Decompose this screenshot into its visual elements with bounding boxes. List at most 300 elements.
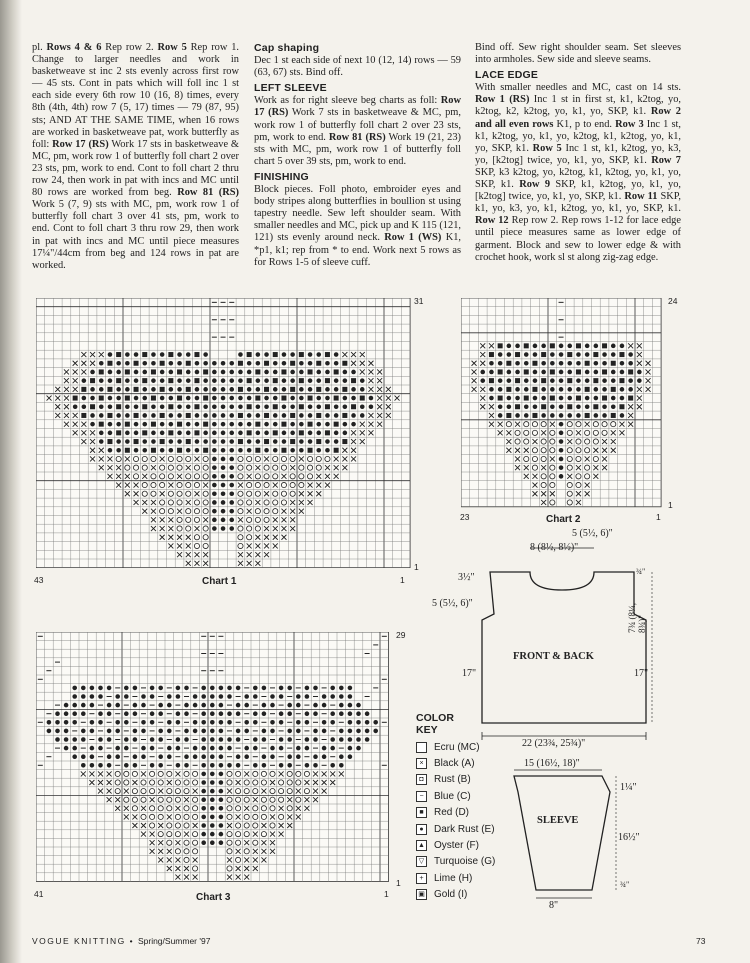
finishing-text	[254, 184, 461, 269]
chart-symbol	[150, 720, 155, 725]
chart-symbol	[247, 430, 252, 435]
chart-symbol	[219, 703, 224, 708]
chart-symbol	[262, 729, 267, 734]
chart-symbol	[273, 448, 278, 453]
chart-3-right-stitch: 1	[384, 889, 389, 899]
chart-symbol	[262, 763, 267, 768]
sleeve-label: SLEEVE	[537, 815, 579, 826]
chart-symbol	[541, 413, 546, 418]
chart-symbol	[244, 746, 249, 751]
chart-symbol	[264, 413, 269, 418]
chart-symbol	[169, 448, 174, 453]
chart-symbol	[195, 396, 200, 401]
chart-symbol	[299, 404, 304, 409]
chart-symbol	[221, 491, 226, 496]
chart-symbol	[177, 352, 182, 357]
chart-symbol	[99, 404, 104, 409]
chart-symbol	[212, 491, 217, 496]
chart-symbol	[125, 439, 130, 444]
chart-symbol	[550, 343, 555, 348]
chart-symbol	[262, 754, 267, 759]
chart-symbol	[515, 387, 520, 392]
chart-symbol	[541, 404, 546, 409]
chart-symbol	[533, 396, 538, 401]
chart-symbol	[247, 396, 252, 401]
chart-symbol	[81, 763, 86, 768]
chart-symbol	[264, 422, 269, 427]
chart-symbol	[264, 431, 269, 436]
chart-symbol	[210, 815, 215, 820]
chart-symbol	[247, 422, 252, 427]
chart-symbol	[334, 361, 339, 366]
instruction-text: pl.	[32, 42, 47, 53]
chart-symbol	[238, 396, 243, 401]
chart-symbol	[167, 729, 172, 734]
chart-symbol	[567, 361, 572, 366]
chart-symbol	[201, 772, 206, 777]
chart-symbol	[611, 352, 616, 357]
footer-separator: •	[129, 936, 135, 946]
chart-symbol	[342, 439, 347, 444]
color-swatch-icon: −	[416, 791, 427, 802]
chart-symbol	[299, 413, 304, 418]
chart-symbol	[142, 378, 147, 383]
chart-symbol	[160, 439, 165, 444]
chart-symbol	[325, 361, 330, 366]
chart-symbol	[305, 763, 310, 768]
chart-symbol	[219, 823, 224, 828]
color-key-item	[416, 805, 495, 821]
chart-symbol	[593, 378, 598, 383]
chart-symbol	[585, 361, 590, 366]
chart-symbol	[342, 387, 347, 392]
chart-symbol	[305, 737, 310, 742]
chart-symbol	[316, 361, 321, 366]
instruction-text: K1, *p1, k1; rep from * to end. Work next 5 rows as for Rows 1-5 of sleeve cuff.	[254, 232, 461, 268]
chart-symbol	[308, 378, 313, 383]
chart-symbol	[210, 711, 215, 716]
chart-symbol	[282, 352, 287, 357]
chart-symbol	[296, 694, 301, 699]
chart-symbol	[282, 361, 287, 366]
chart-symbol	[334, 396, 339, 401]
chart-symbol	[255, 369, 260, 374]
chart-symbol	[244, 694, 249, 699]
chart-symbol	[360, 378, 365, 383]
chart-1-rows-label: 31	[414, 296, 424, 306]
chart-symbol	[273, 396, 278, 401]
chart-2-grid	[461, 298, 665, 508]
chart-symbol	[219, 754, 224, 759]
chart-symbol	[247, 361, 252, 366]
color-key-label: Lime (H)	[434, 872, 473, 884]
chart-symbol	[316, 404, 321, 409]
chart-symbol	[322, 746, 327, 751]
chart-symbol	[124, 763, 129, 768]
chart-symbol	[339, 686, 344, 691]
color-key-label: Turquoise (G)	[434, 856, 496, 868]
chart-symbol	[550, 361, 555, 366]
chart-symbol	[134, 431, 139, 436]
chart-symbol	[186, 413, 191, 418]
chart-3-first-row: 1	[396, 878, 401, 888]
chart-symbol	[134, 378, 139, 383]
chart-symbol	[524, 387, 529, 392]
chart-symbol	[339, 711, 344, 716]
chart-symbol	[351, 413, 356, 418]
chart-symbol	[221, 422, 226, 427]
chart-symbol	[313, 763, 318, 768]
chart-symbol	[343, 396, 348, 401]
chart-symbol	[99, 396, 104, 401]
binding-shadow	[0, 0, 22, 963]
chart-symbol	[107, 439, 112, 444]
chart-symbol	[168, 404, 173, 409]
chart-symbol	[506, 361, 511, 366]
chart-symbol	[270, 694, 275, 699]
chart-symbol	[270, 720, 275, 725]
chart-symbol	[158, 703, 163, 708]
chart-symbol	[373, 729, 378, 734]
row-heading: Rows 4 & 6	[46, 42, 102, 53]
chart-symbol	[360, 413, 365, 418]
chart-3-rows-label: 29	[396, 630, 406, 640]
chart-symbol	[290, 448, 295, 453]
chart-symbol	[253, 737, 258, 742]
chart-symbol	[290, 370, 295, 375]
chart-symbol	[201, 711, 206, 716]
chart-symbol	[151, 369, 156, 374]
chart-symbol	[81, 413, 86, 418]
chart-symbol	[273, 404, 278, 409]
chart-symbol	[360, 396, 365, 401]
chart-symbol	[212, 439, 217, 444]
chart-symbol	[221, 500, 226, 505]
chart-symbol	[193, 694, 198, 699]
chart-symbol	[611, 396, 616, 401]
chart-symbol	[238, 439, 243, 444]
chart-symbol	[619, 404, 624, 409]
color-swatch-icon: ▲	[416, 840, 427, 851]
instruction-text: Work as for right sleeve beg charts as foll:	[254, 95, 441, 107]
chart-symbol	[316, 422, 321, 427]
chart-symbol	[322, 694, 327, 699]
chart-symbol	[133, 763, 138, 768]
chart-symbol	[264, 378, 269, 383]
chart-symbol	[308, 431, 313, 436]
chart-symbol	[290, 439, 295, 444]
chart-symbol	[210, 694, 215, 699]
chart-symbol	[90, 404, 95, 409]
chart-symbol	[151, 431, 156, 436]
chart-symbol	[124, 746, 129, 751]
instruction-text: Bind off. Sew right shoulder seam. Set sleeves into armholes. Sew side and sleeve seams.	[475, 42, 681, 66]
chart-symbol	[628, 361, 633, 366]
chart-symbol	[253, 763, 258, 768]
chart-symbol	[281, 422, 286, 427]
chart-symbol	[305, 711, 310, 716]
chart-symbol	[150, 763, 155, 768]
instruction-text: Work 19 (21, 23) sts with MC, pm, work row 1 of butterfly foll chart 5 over 39 sts, pm, work to end.	[254, 131, 461, 167]
chart-symbol	[142, 396, 147, 401]
chart-symbol	[325, 430, 330, 435]
chart-symbol	[287, 763, 292, 768]
chart-symbol	[184, 703, 189, 708]
chart-symbol	[221, 509, 226, 514]
chart-symbol	[193, 729, 198, 734]
chart-symbol	[195, 448, 200, 453]
chart-symbol	[524, 369, 529, 374]
chart-symbol	[151, 352, 156, 357]
chart-symbol	[236, 711, 241, 716]
chart-symbol	[227, 746, 232, 751]
row-heading: Row 9	[519, 179, 551, 191]
chart-symbol	[177, 413, 182, 418]
color-key-label: Blue (C)	[434, 790, 471, 802]
chart-symbol	[602, 352, 607, 357]
cap-shaping-text	[254, 55, 461, 79]
chart-symbol	[107, 387, 112, 392]
chart-symbol	[273, 413, 278, 418]
chart-symbol	[133, 686, 138, 691]
chart-symbol	[203, 439, 208, 444]
chart-symbol	[299, 396, 304, 401]
chart-symbol	[264, 439, 269, 444]
chart-symbol	[316, 387, 321, 392]
chart-symbol	[141, 754, 146, 759]
chart-symbol	[256, 431, 261, 436]
chart-symbol	[169, 439, 174, 444]
row-heading: Row 5	[157, 42, 187, 53]
chart-symbol	[221, 404, 226, 409]
chart-symbol	[308, 404, 313, 409]
chart-symbol	[177, 378, 182, 383]
chart-symbol	[279, 711, 284, 716]
chart-symbol	[550, 369, 555, 374]
chart-symbol	[264, 404, 269, 409]
chart-symbol	[322, 703, 327, 708]
chart-symbol	[365, 711, 370, 716]
chart-symbol	[567, 370, 572, 375]
chart-symbol	[256, 439, 261, 444]
chart-symbol	[125, 431, 130, 436]
front-right-arm-dim: 7¾ (8¼, 8¾)"	[627, 603, 647, 633]
chart-symbol	[82, 396, 87, 401]
chart-symbol	[507, 344, 512, 349]
chart-symbol	[229, 509, 234, 514]
chart-symbol	[348, 729, 353, 734]
chart-symbol	[221, 457, 226, 462]
chart-symbol	[593, 352, 598, 357]
chart-symbol	[125, 387, 130, 392]
chart-symbol	[219, 772, 224, 777]
chart-symbol	[342, 413, 347, 418]
chart-symbol	[299, 448, 304, 453]
chart-symbol	[169, 413, 174, 418]
chart-symbol	[141, 703, 146, 708]
chart-symbol	[125, 378, 130, 383]
chart-symbol	[325, 439, 330, 444]
chart-symbol	[203, 361, 208, 366]
chart-symbol	[238, 404, 243, 409]
chart-symbol	[221, 413, 226, 418]
color-swatch-icon: ×	[416, 758, 427, 769]
chart-symbol	[229, 370, 234, 375]
chart-symbol	[594, 387, 599, 392]
chart-symbol	[244, 703, 249, 708]
chart-symbol	[559, 422, 564, 427]
chart-symbol	[210, 763, 215, 768]
color-key-item	[416, 739, 495, 755]
chart-symbol	[229, 439, 234, 444]
chart-symbol	[498, 343, 503, 348]
chart-symbol	[212, 378, 217, 383]
chart-symbol	[186, 361, 191, 366]
chart-symbol	[124, 686, 129, 691]
chart-symbol	[184, 686, 189, 691]
chart-symbol	[343, 378, 348, 383]
chart-symbol	[229, 387, 234, 392]
chart-symbol	[247, 352, 252, 357]
chart-symbol	[195, 422, 200, 427]
chart-symbol	[498, 378, 503, 383]
front-label: FRONT & BACK	[513, 651, 594, 662]
chart-symbol	[559, 378, 564, 383]
chart-symbol	[141, 746, 146, 751]
chart-symbol	[532, 413, 537, 418]
chart-symbol	[316, 431, 321, 436]
chart-symbol	[238, 431, 243, 436]
chart-symbol	[524, 404, 529, 409]
chart-symbol	[628, 369, 633, 374]
chart-symbol	[360, 404, 365, 409]
chart-symbol	[524, 378, 529, 383]
chart-3-left-stitch: 41	[34, 889, 44, 899]
chart-symbol	[150, 694, 155, 699]
chart-symbol	[90, 763, 95, 768]
color-key-label: Gold (I)	[434, 889, 468, 901]
chart-symbol	[186, 431, 191, 436]
row-heading: Row 1 (WS)	[384, 232, 442, 244]
chart-symbol	[203, 413, 208, 418]
chart-symbol	[115, 720, 120, 725]
chart-2-title: Chart 2	[546, 514, 581, 525]
chart-symbol	[270, 703, 275, 708]
chart-symbol	[313, 737, 318, 742]
chart-symbol	[99, 413, 104, 418]
chart-symbol	[90, 729, 95, 734]
chart-symbol	[133, 737, 138, 742]
chart-symbol	[541, 370, 546, 375]
chart-symbol	[125, 404, 130, 409]
chart-symbol	[290, 396, 295, 401]
row-heading: Row 12	[475, 215, 509, 227]
chart-symbol	[296, 703, 301, 708]
chart-symbol	[559, 352, 564, 357]
chart-symbol	[576, 378, 581, 383]
chart-symbol	[308, 448, 313, 453]
chart-symbol	[515, 378, 520, 383]
chart-symbol	[594, 370, 599, 375]
chart-symbol	[229, 518, 234, 523]
chart-symbol	[334, 378, 339, 383]
chart-symbol	[167, 720, 172, 725]
chart-symbol	[489, 378, 494, 383]
chart-symbol	[90, 378, 95, 383]
chart-symbol	[620, 361, 625, 366]
chart-symbol	[125, 448, 130, 453]
row-heading: Row 2 and all even rows	[475, 106, 681, 130]
chart-symbol	[262, 711, 267, 716]
chart-1-first-row: 1	[414, 562, 419, 572]
chart-symbol	[637, 370, 642, 375]
chart-symbol	[142, 430, 147, 435]
chart-symbol	[142, 439, 147, 444]
chart-symbol	[125, 369, 130, 374]
chart-symbol	[308, 422, 313, 427]
color-swatch-icon	[416, 742, 427, 753]
chart-symbol	[210, 772, 215, 777]
chart-symbol	[602, 404, 607, 409]
chart-symbol	[356, 703, 361, 708]
chart-symbol	[219, 694, 224, 699]
chart-symbol	[628, 387, 633, 392]
chart-symbol	[313, 686, 318, 691]
chart-symbol	[116, 352, 121, 357]
chart-symbol	[244, 720, 249, 725]
chart-symbol	[236, 686, 241, 691]
chart-symbol	[620, 344, 625, 349]
chart-symbol	[322, 729, 327, 734]
chart-symbol	[541, 396, 546, 401]
chart-symbol	[313, 729, 318, 734]
chart-symbol	[339, 737, 344, 742]
chart-symbol	[108, 404, 113, 409]
instruction-text: Inc 1 st, k1, k2tog, yo, k3, yo, [k2tog] twice, yo, k1, yo, SKP, k1.	[475, 142, 682, 166]
chart-symbol	[210, 823, 215, 828]
chart-symbol	[141, 720, 146, 725]
chart-symbol	[550, 387, 555, 392]
chart-symbol	[282, 378, 287, 383]
chart-symbol	[620, 370, 625, 375]
chart-symbol	[134, 448, 139, 453]
chart-symbol	[167, 754, 172, 759]
color-swatch-icon: ◘	[416, 774, 427, 785]
chart-symbol	[290, 404, 295, 409]
chart-symbol	[316, 448, 321, 453]
chart-symbol	[203, 422, 208, 427]
chart-symbol	[99, 378, 104, 383]
chart-symbol	[221, 526, 226, 531]
chart-symbol	[339, 763, 344, 768]
chart-symbol	[541, 378, 546, 383]
chart-symbol	[325, 352, 330, 357]
chart-symbol	[611, 370, 616, 375]
chart-symbol	[210, 789, 215, 794]
chart-symbol	[313, 711, 318, 716]
sleeve-cap-dim: 1¼"	[620, 782, 637, 793]
chart-symbol	[168, 378, 173, 383]
chart-symbol	[134, 396, 139, 401]
chart-symbol	[90, 754, 95, 759]
chart-symbol	[81, 694, 86, 699]
chart-symbol	[316, 396, 321, 401]
chart-symbol	[160, 387, 165, 392]
row-heading: Row 1 (RS)	[475, 94, 530, 106]
chart-symbol	[281, 369, 286, 374]
chart-symbol	[82, 404, 87, 409]
chart-symbol	[194, 352, 199, 357]
